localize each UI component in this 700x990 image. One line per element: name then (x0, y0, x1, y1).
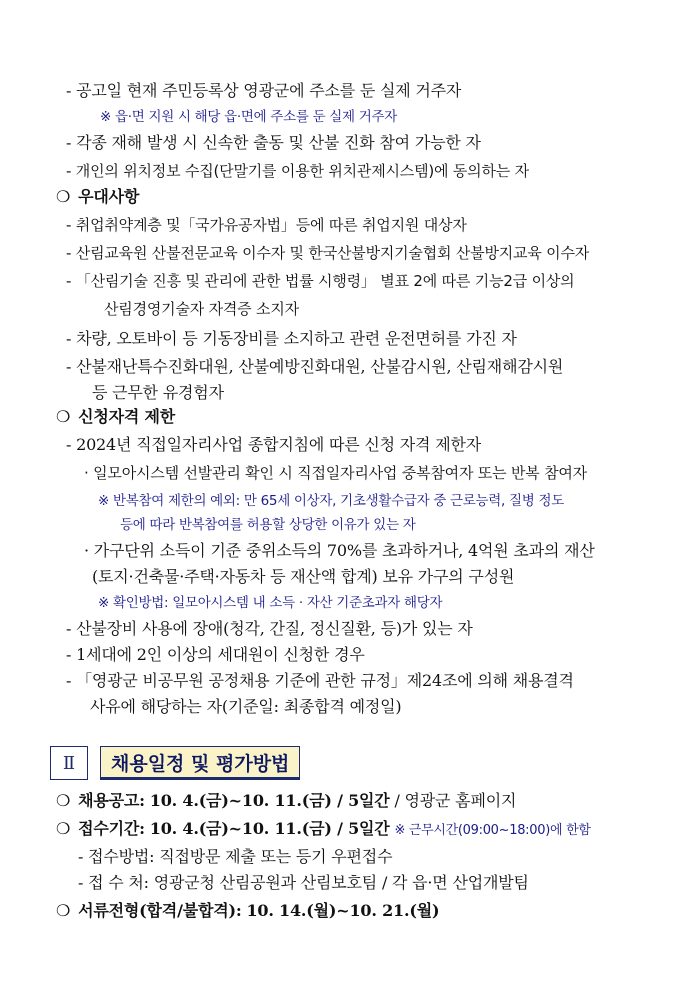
preference-item-2: - 산림교육원 산불전문교육 이수자 및 한국산불방지기술협회 산불방지교육 이수자 (66, 244, 590, 262)
section-title: 채용일정 및 평가방법 (100, 746, 300, 780)
circle-bullet-icon: ❍ (56, 901, 71, 920)
qual-location-consent: - 개인의 위치정보 수집(단말기를 이용한 위치관제시스템)에 동의하는 자 (66, 162, 529, 180)
preference-heading (56, 186, 139, 208)
announce-label: 채용공고: (78, 791, 145, 810)
restriction-heading-text: 신청자격 제한 (78, 407, 176, 426)
preference-item-3: - 「산림기술 진흥 및 관리에 관한 법률 시행령」 별표 2에 따른 기능2급 이상의 (66, 272, 575, 290)
restriction-exception-note: ※ 반복참여 제한의 예외: 만 65세 이상자, 기초생활수급자 중 근로능력, 질병 정도 (98, 493, 564, 509)
restriction-disability: - 산불장비 사용에 장애(청각, 간질, 정신질환, 등)가 있는 자 (66, 619, 473, 638)
receipt-note: ※ 근무시간(09:00~18:00)에 한함 (394, 823, 591, 838)
section-number: Ⅱ (50, 746, 88, 780)
preference-heading-text: 우대사항 (78, 187, 140, 206)
schedule-announce (56, 790, 516, 812)
restriction-income: · 가구단위 소득이 기준 중위소득의 70%를 초과하거나, 4억원 초과의 재산 (84, 541, 595, 560)
receipt-label: 접수기간: (78, 819, 145, 838)
preference-item-3-cont: 산림경영기술자 자격증 소지자 (104, 300, 299, 318)
restriction-heading (56, 406, 175, 428)
restriction-regulation: - 「영광군 비공무원 공정채용 기준에 관한 규정」제24조에 의해 채용결격 (66, 671, 574, 690)
qual-residence-note: ※ 읍·면 지원 시 해당 읍·면에 주소를 둔 실제 거주자 (100, 109, 397, 125)
circle-bullet-icon: ❍ (56, 407, 71, 426)
restriction-income-cont: (토지·건축물·주택·자동차 등 재산액 합계) 보유 가구의 구성원 (92, 567, 515, 586)
restriction-duplicate: · 일모아시스템 선발관리 확인 시 직접일자리사업 중복참여자 또는 반복 참여자 (84, 464, 587, 482)
receipt-method: - 접수방법: 직접방문 제출 또는 등기 우편접수 (78, 847, 393, 866)
schedule-screening (56, 900, 439, 922)
announce-date: 10. 4.(금)~10. 11.(금) / 5일간 (149, 791, 390, 810)
schedule-receipt (56, 818, 591, 842)
circle-bullet-icon: ❍ (56, 791, 71, 810)
preference-item-4: - 차량, 오토바이 등 기동장비를 소지하고 관련 운전면허를 가진 자 (66, 329, 517, 348)
announce-place: / 영광군 홈페이지 (394, 791, 517, 810)
receipt-date: 10. 4.(금)~10. 11.(금) / 5일간 (149, 819, 390, 838)
receipt-place: - 접 수 처: 영광군청 산림공원과 산림보호팀 / 각 읍·면 산업개발팀 (78, 873, 529, 892)
restriction-regulation-cont: 사유에 해당하는 자(기준일: 최종합격 예정일) (90, 697, 402, 716)
restriction-check-note: ※ 확인방법: 일모아시스템 내 소득 · 자산 기준초과자 해당자 (98, 595, 443, 611)
circle-bullet-icon: ❍ (56, 819, 71, 838)
preference-item-1: - 취업취약계층 및「국가유공자법」등에 따른 취업지원 대상자 (66, 216, 467, 234)
restriction-guideline: - 2024년 직접일자리사업 종합지침에 따른 신청 자격 제한자 (66, 435, 481, 454)
screening-date: 10. 14.(월)~10. 21.(월) (246, 901, 440, 920)
circle-bullet-icon: ❍ (56, 187, 71, 206)
preference-item-5: - 산불재난특수진화대원, 산불예방진화대원, 산불감시원, 산림재해감시원 (66, 357, 564, 376)
preference-item-5-cont: 등 근무한 유경험자 (92, 383, 224, 402)
section-header (50, 746, 300, 780)
screening-label: 서류전형(합격/불합격): (78, 901, 242, 920)
restriction-exception-note-cont: 등에 따라 반복참여를 허용할 상당한 이유가 있는 자 (120, 517, 416, 533)
qual-disaster: - 각종 재해 발생 시 신속한 출동 및 산불 진화 참여 가능한 자 (66, 133, 481, 152)
restriction-household: - 1세대에 2인 이상의 세대원이 신청한 경우 (66, 645, 365, 664)
qual-residence: - 공고일 현재 주민등록상 영광군에 주소를 둔 실제 거주자 (66, 81, 462, 100)
